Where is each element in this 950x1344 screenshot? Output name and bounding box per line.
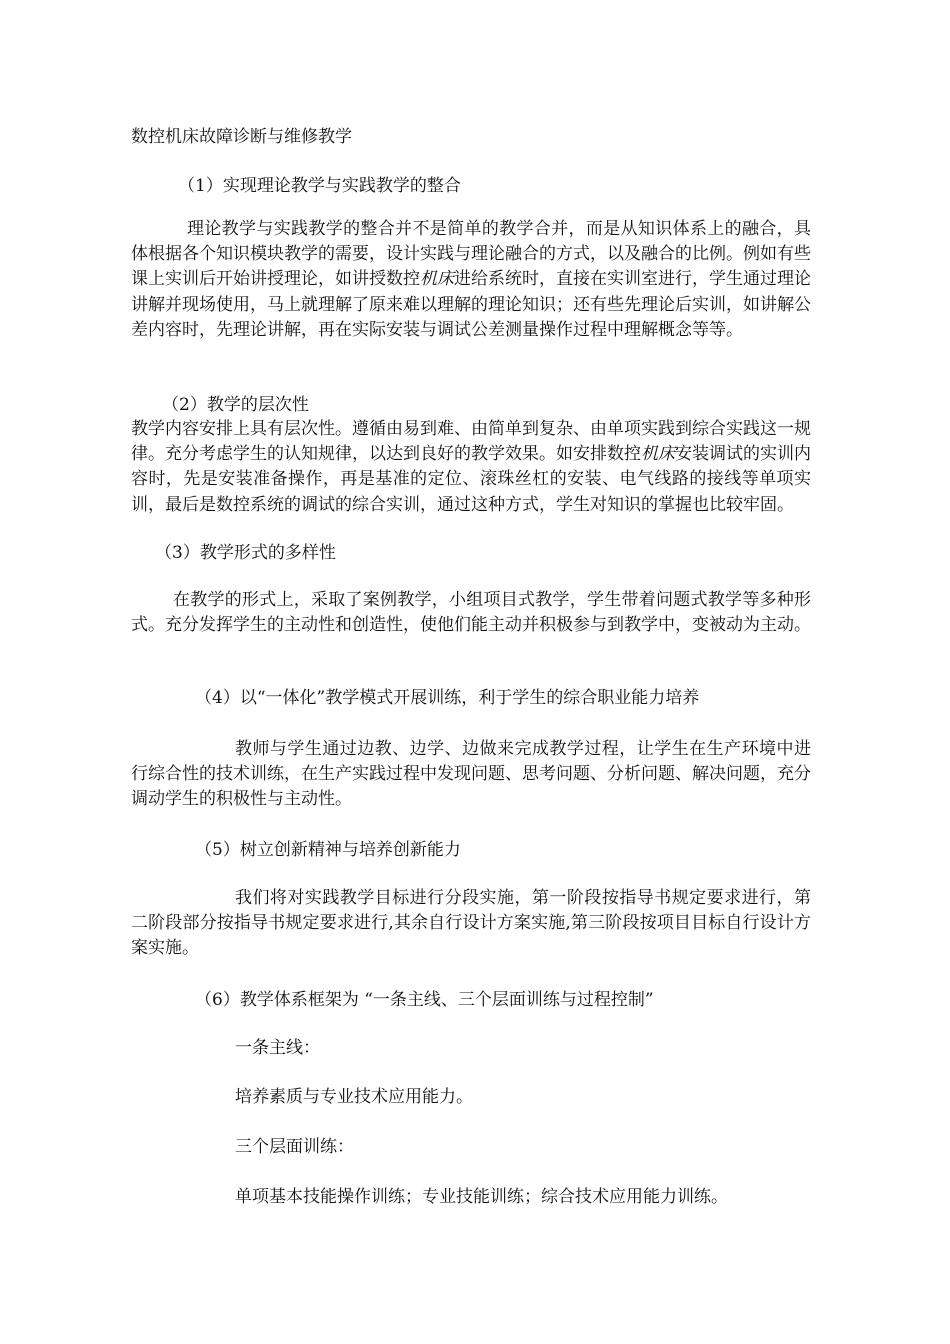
section-6-heading: （6）教学体系框架为 “一条主线、三个层面训练与过程控制”: [195, 990, 654, 1010]
document-title: 数控机床故障诊断与维修教学: [131, 127, 352, 147]
section-2-emphasis: 机床: [641, 444, 675, 465]
section-4-heading: （4）以“一体化”教学模式开展训练，利于学生的综合职业能力培养: [195, 688, 700, 708]
section-1-text-a: 理论教学与实践教学的整合并不是简单的教学合并，而是从知识体系上的融合，具体根据各个知识模块教学的需要，设计实践与理论融合的方式，以及融合的比例。例如有些课上实训后开始讲授理论，如讲授数控: [131, 219, 811, 290]
section-6-line-3: 三个层面训练：: [235, 1137, 354, 1157]
section-5-heading: （5）树立创新精神与培养创新能力: [195, 840, 461, 860]
section-1-text-b: 进给系统时，直接在实训室进行，学生通过理论讲解并现场使用，马上就理解了原来难以理解的理论知识；还有些先理论后实训，如讲解公差内容时，先理论讲解，再在实际安装与调试公差测量操作过程中理解概念等等。: [131, 269, 811, 340]
section-3-paragraph: 在教学的形式上，采取了案例教学，小组项目式教学，学生带着问题式教学等多种形式。充分发挥学生的主动性和创造性，使他们能主动并积极参与到教学中，变被动为主动。: [131, 590, 811, 636]
section-4-paragraph: 教师与学生通过边教、边学、边做来完成教学过程，让学生在生产环境中进行综合性的技术训练，在生产实践过程中发现问题、思考问题、分析问题、解决问题，充分调动学生的积极性与主动性。: [131, 739, 811, 810]
section-1-emphasis: 机床: [420, 269, 454, 290]
section-1-paragraph: [131, 217, 811, 343]
section-6-line-2: 培养素质与专业技术应用能力。: [235, 1087, 473, 1107]
section-6-line-4: 单项基本技能操作训练；专业技能训练；综合技术应用能力训练。: [235, 1187, 728, 1207]
section-6-line-1: 一条主线：: [235, 1038, 320, 1058]
section-3-heading: （3）教学形式的多样性: [155, 543, 336, 563]
section-5-paragraph: 我们将对实践教学目标进行分段实施，第一阶段按指导书规定要求进行，第二阶段部分按指导书规定要求进行,其余自行设计方案实施,第三阶段按项目目标自行设计方案实施。: [131, 888, 811, 959]
section-2-paragraph: [131, 417, 811, 518]
section-2-text-b: 安装调试的实训内容时，先是安装准备操作，再是基准的定位、滚珠丝杠的安装、电气线路的接线等单项实训，最后是数控系统的调试的综合实训，通过这种方式，学生对知识的掌握也比较牢固。: [131, 444, 811, 515]
section-1-heading: （1）实现理论教学与实践教学的整合: [178, 176, 461, 196]
section-2-text-a: 教学内容安排上具有层次性。遵循由易到难、由简单到复杂、由单项实践到综合实践这一规律。充分考虑学生的认知规律，以达到良好的教学效果。如安排数控: [131, 419, 811, 465]
section-2-heading: （2）教学的层次性: [162, 395, 309, 415]
